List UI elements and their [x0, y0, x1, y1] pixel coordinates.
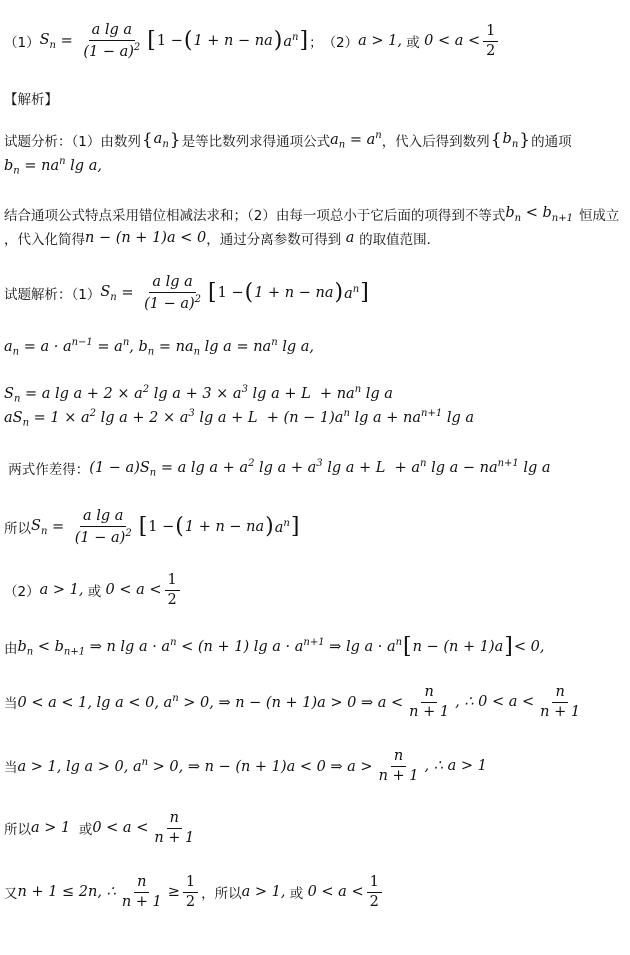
- analysis-heading: 【解析】: [4, 92, 58, 108]
- solution-line-3: $S_n = a$ $\lg a + 2 \times a^2$ $\lg a + 3 \times a^3$ $\lg a + L + na^n$ lg a: [4, 384, 393, 405]
- solution-line-7: （2） a > 1, 或 0 < a < $\frac{1}{2}$: [4, 572, 183, 608]
- solution-line-12: 又 n + 1 ≤ 2n, ∴ $\frac{n}{n + 1}$ ≥ $\frac{1}{2}$ ，所以 a > 1, 或 0 < a < $\frac{1}{2}$: [4, 874, 385, 910]
- solution-line-5: 两式作差得： $(1 - a)S_n = a$ $\lg a + a^2$ $\lg a + a^3$ $\lg a + L + a^n$ $\lg a - na^{n+1}$ lg a: [8, 458, 551, 479]
- analysis-line-2: $b_n = na^n$ lg a,: [4, 156, 102, 177]
- analysis-line-3: 结合通项公式特点采用错位相减法求和；（2）由每一项总小于它后面的项得到不等式 $b_n < b_{n+1}$ 恒成立: [4, 204, 620, 224]
- answer-fraction: $\frac{\text{a lg a}}{(1 - a)^2}$: [83, 22, 141, 60]
- solution-line-4: $aS_n = 1 \times a^2$ $\lg a + 2 \times a^3$ $\lg a + L + (n - 1)a^n$ $\lg a + na^{n+1}$ lg a: [4, 408, 475, 429]
- solution-line-1: 试题解析：（1） $S_n$ = $\frac{\text{a lg a}}{(1 - a)^2}$ [ 1 − ( 1 + n − na ) $a^n$ ]: [4, 274, 369, 312]
- solution-line-6: 所以 $S_n$ = $\frac{\text{a lg a}}{(1 - a)^2}$ [ 1 − ( 1 + n − na ) $a^n$ ]: [4, 508, 300, 546]
- analysis-line-1: 试题分析：（1）由数列 { $a_n$ } 是等比数列求得通项公式 $a_n = a^n$ ，代入后得到数列 { $b_n$ } 的通项: [4, 129, 572, 151]
- solution-line-9: 当 0 < a < 1, lg a < 0, $a^n > 0$, ⇒ n − (n + 1)a > 0 ⇒ a < $\frac{n}{n + 1}$ , ∴ 0 < a < $\frac{n}{n + 1}$: [4, 684, 581, 720]
- answer-label-2: （2）: [322, 35, 359, 52]
- analysis-line-4: ，代入化简得 n − (n + 1)a < 0 ，通过分离参数可得到 a 的取值范围．: [4, 230, 441, 248]
- answer-label-1: （1）: [4, 35, 40, 52]
- solution-line-11: 所以 a > 1 或 0 < a < $\frac{n}{n + 1}$: [4, 810, 195, 846]
- answer-line: （1） $S_n$ = $\frac{\text{a lg a}}{(1 - a)^2}$ [ 1 − ( 1 + n − na ) $a^n$ ] ； （2） a > 1, 或 0 < a < $\frac{1}{2}$: [4, 22, 501, 60]
- answer-separator: ；: [309, 35, 323, 52]
- solution-line-8: 由 $b_n < b_{n+1}$ ⇒ n $\lg a \cdot a^n < (n + 1)$ $\lg a \cdot a^{n+1}$ ⇒ $\lg a \cdot a^n$ [ n − (n + 1)a ] < 0,: [4, 634, 545, 659]
- solution-line-10: 当 a > 1, lg a > 0, $a^n > 0$, ⇒ n − (n + 1)a < 0 ⇒ a > $\frac{n}{n + 1}$ , ∴ a > 1: [4, 748, 487, 784]
- solution-line-2: $a_n = a \cdot a^{n-1} = a^n$, $b_n = na_n$ $\lg a = na^n$ lg a,: [4, 337, 315, 358]
